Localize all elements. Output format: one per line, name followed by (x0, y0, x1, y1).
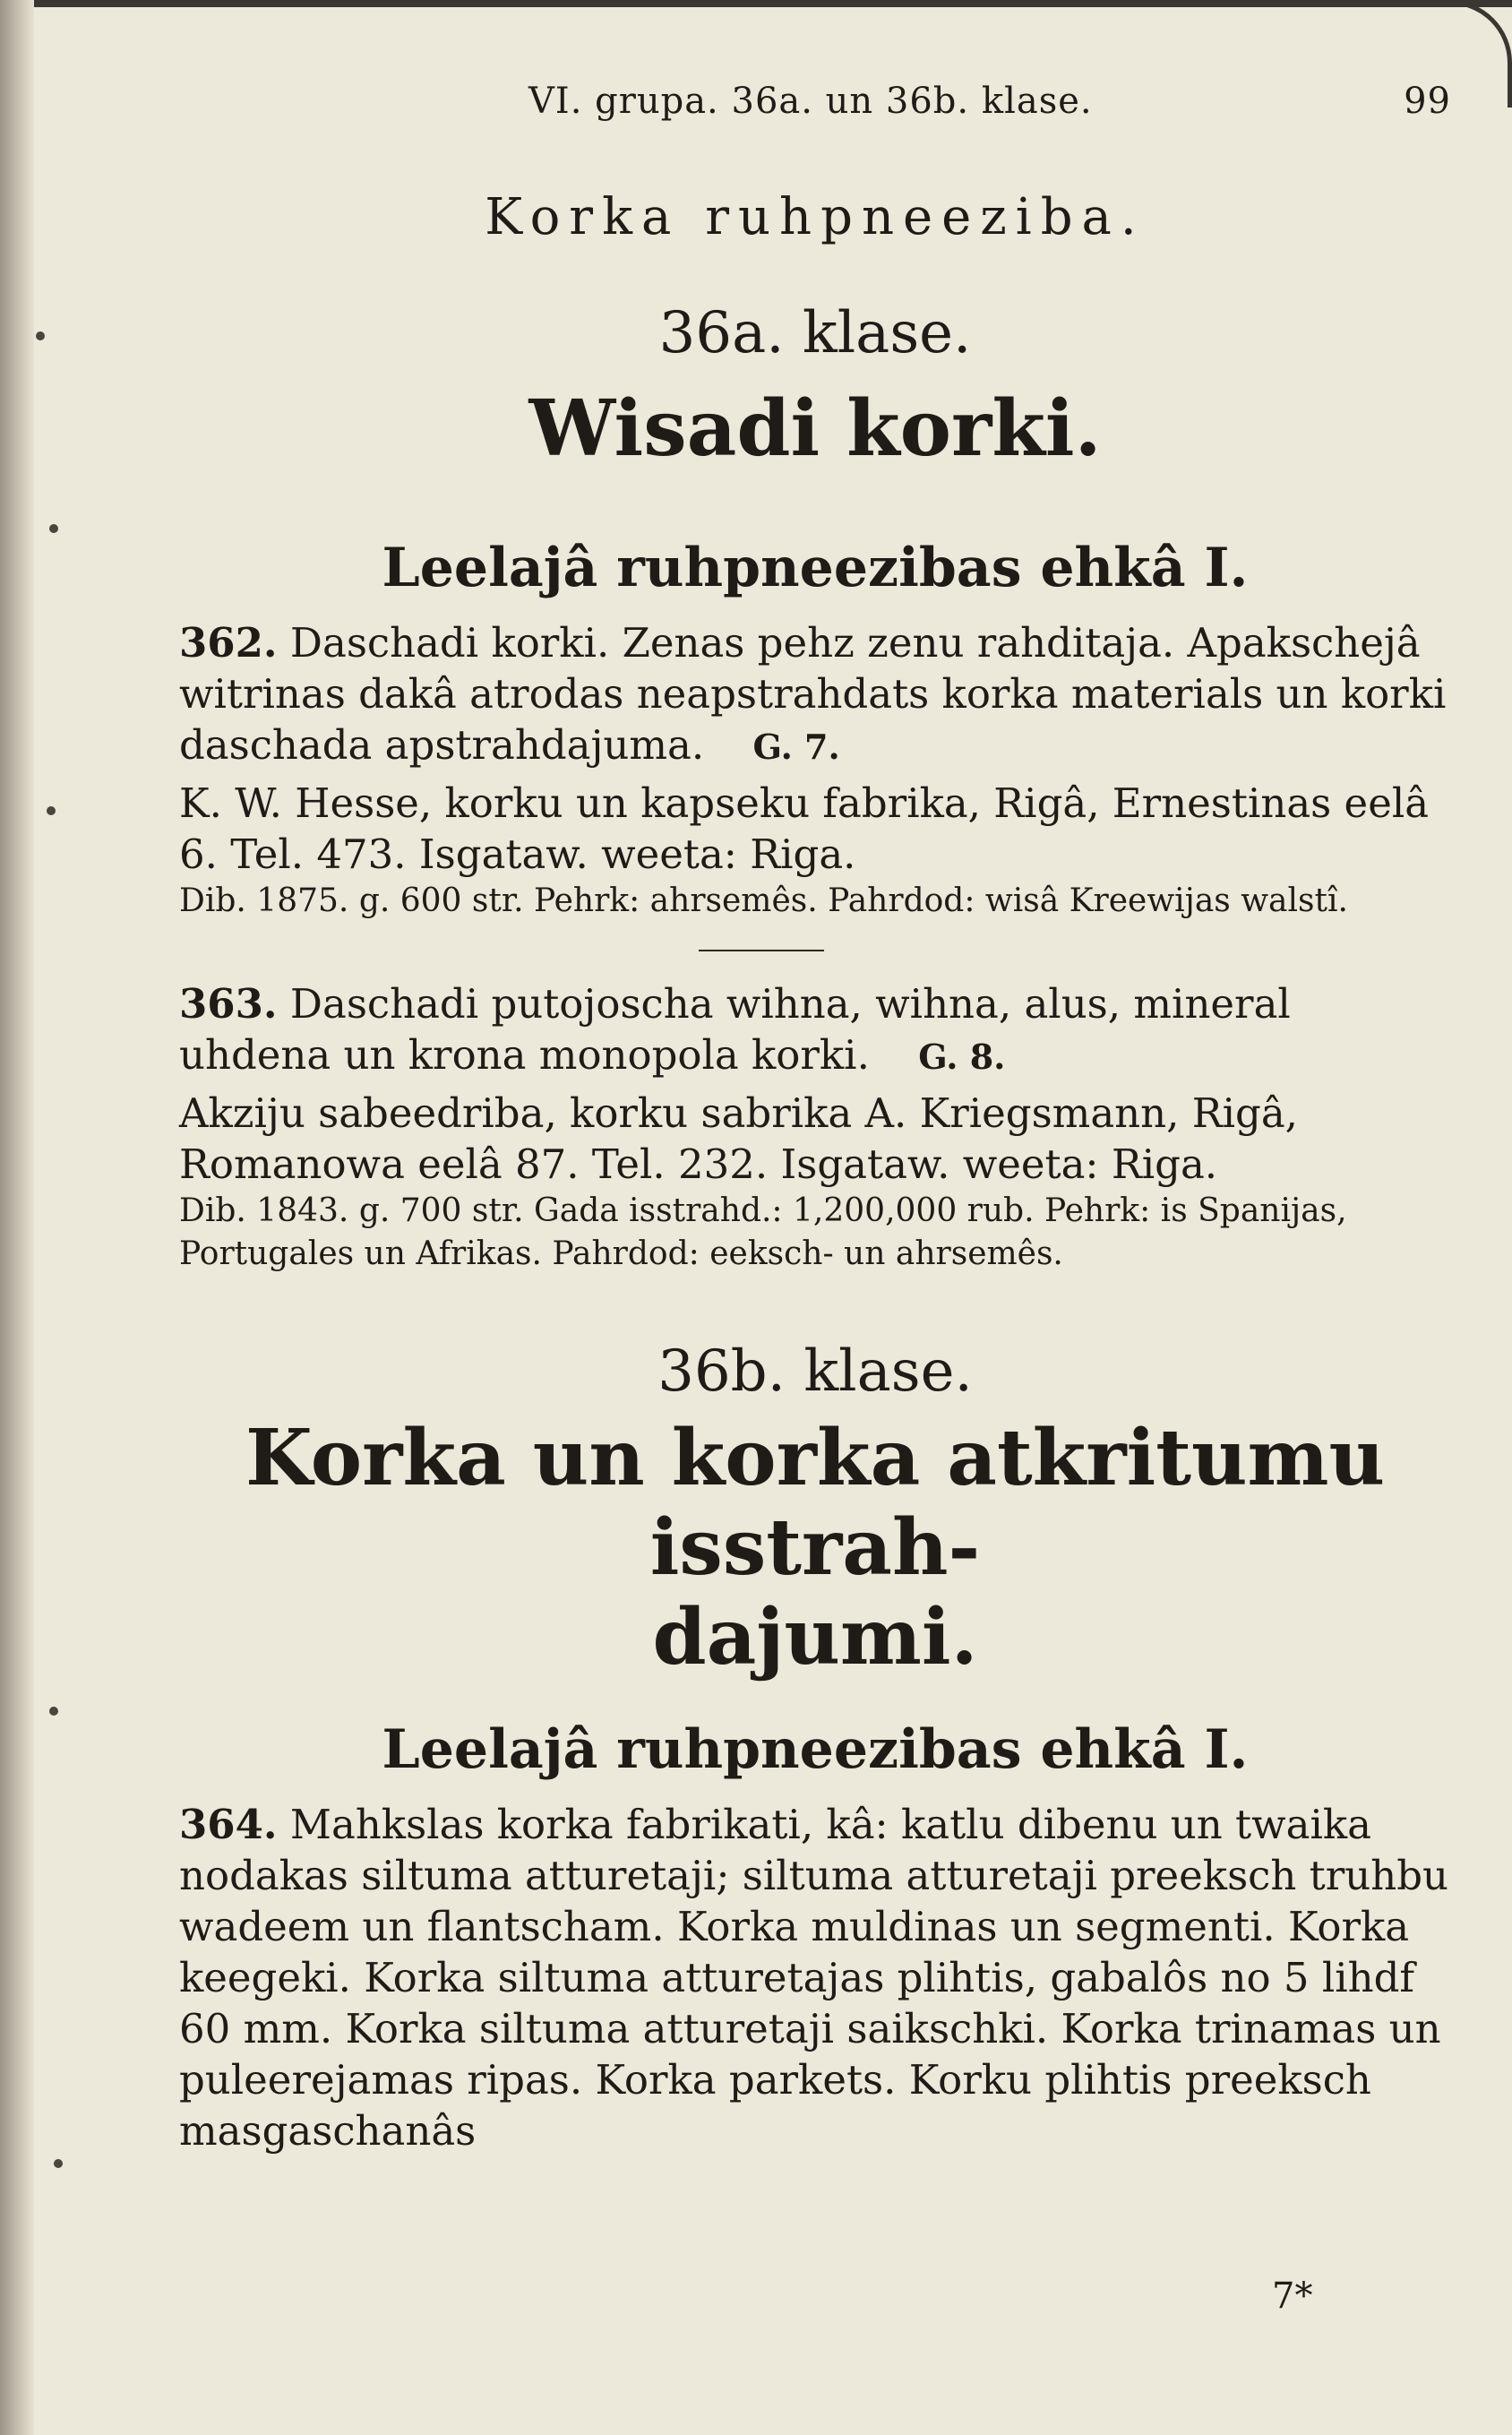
printer-signature: 7* (1272, 2276, 1313, 2317)
entry-tag: G. 8. (918, 1037, 1006, 1077)
running-head: VI. grupa. 36a. un 36b. klase. (528, 81, 1093, 122)
entry-number: 363. (179, 980, 278, 1028)
entry-meta: Dib. 1875. g. 600 str. Pehrk: ahrsemês. Pahrdod: wisâ Kreewijas walstî. (179, 882, 1348, 919)
ink-speck (54, 2159, 63, 2168)
subsection-heading-36a: Leelajâ ruhpneezibas ehkâ I. (382, 537, 1249, 599)
entry-number: 364. (179, 1801, 278, 1848)
entry-number: 362. (179, 619, 278, 667)
class-label-36b: 36b. klase. (657, 1338, 973, 1405)
page-top-edge (34, 0, 1512, 7)
section-title-36b (179, 1414, 1451, 1682)
entry-exhibitor: Akziju sabeedriba, korku sabrika A. Kriegsmann, Rigâ, Romanowa eelâ 87. Tel. 232. Isgataw. weeta: Riga. (179, 1089, 1298, 1188)
entry-363 (179, 978, 1451, 1276)
entry-364 (179, 1799, 1451, 2156)
ink-speck (49, 524, 58, 533)
section-title-36b-line2: dajumi. (652, 1592, 978, 1682)
ink-speck (36, 331, 45, 340)
entry-exhibitor: K. W. Hesse, korku un kapseku fabrika, Rigâ, Ernestinas eelâ 6. Tel. 473. Isgataw. weeta: Riga. (179, 779, 1430, 878)
section-title-36b-line1: Korka un korka atkritumu isstrah- (245, 1413, 1386, 1593)
page-number: 99 (1404, 81, 1451, 122)
group-title: Korka ruhpneeziba. (485, 188, 1146, 246)
entry-tag: G. 7. (752, 727, 840, 767)
ink-speck (49, 1707, 58, 1716)
entry-description: Daschadi korki. Zenas pehz zenu rahditaja. Apakschejâ witrinas dakâ atrodas neapstrahdats korka materials un korki daschada apstrahdajuma. (179, 619, 1447, 769)
entry-description: Mahkslas korka fabrikati, kâ: katlu dibenu un twaika nodakas siltuma atturetaji; siltuma atturetaji preeksch truhbu wadeem un flantscham. Korka muldinas un segmenti. Korka keegeki. Korka siltuma atturetajas plihtis, gabalôs no 5 lihdf 60 mm. Korka siltuma atturetaji saikschki. Korka trinamas un puleerejamas ripas. Korka parkets. Korku plihtis preeksch masgaschanâs (179, 1801, 1448, 2155)
page-corner (1440, 0, 1512, 108)
class-label-36a: 36a. klase. (658, 300, 972, 366)
entry-362 (179, 617, 1451, 923)
entry-description: Daschadi putojoscha wihna, wihna, alus, mineral uhdena un krona monopola korki. (179, 980, 1291, 1079)
running-header (179, 81, 1451, 134)
page-content (179, 81, 1451, 2156)
entry-meta: Dib. 1843. g. 700 str. Gada isstrahd.: 1,200,000 rub. Pehrk: is Spanijas, Portugales un Afrikas. Pahrdod: eeksch- un ahrsemês. (179, 1192, 1347, 1272)
entry-divider (699, 950, 824, 951)
subsection-heading-36b: Leelajâ ruhpneezibas ehkâ I. (382, 1718, 1249, 1781)
book-spine (0, 0, 34, 2435)
section-title-36a: Wisadi korki. (528, 383, 1102, 474)
ink-speck (47, 806, 56, 815)
